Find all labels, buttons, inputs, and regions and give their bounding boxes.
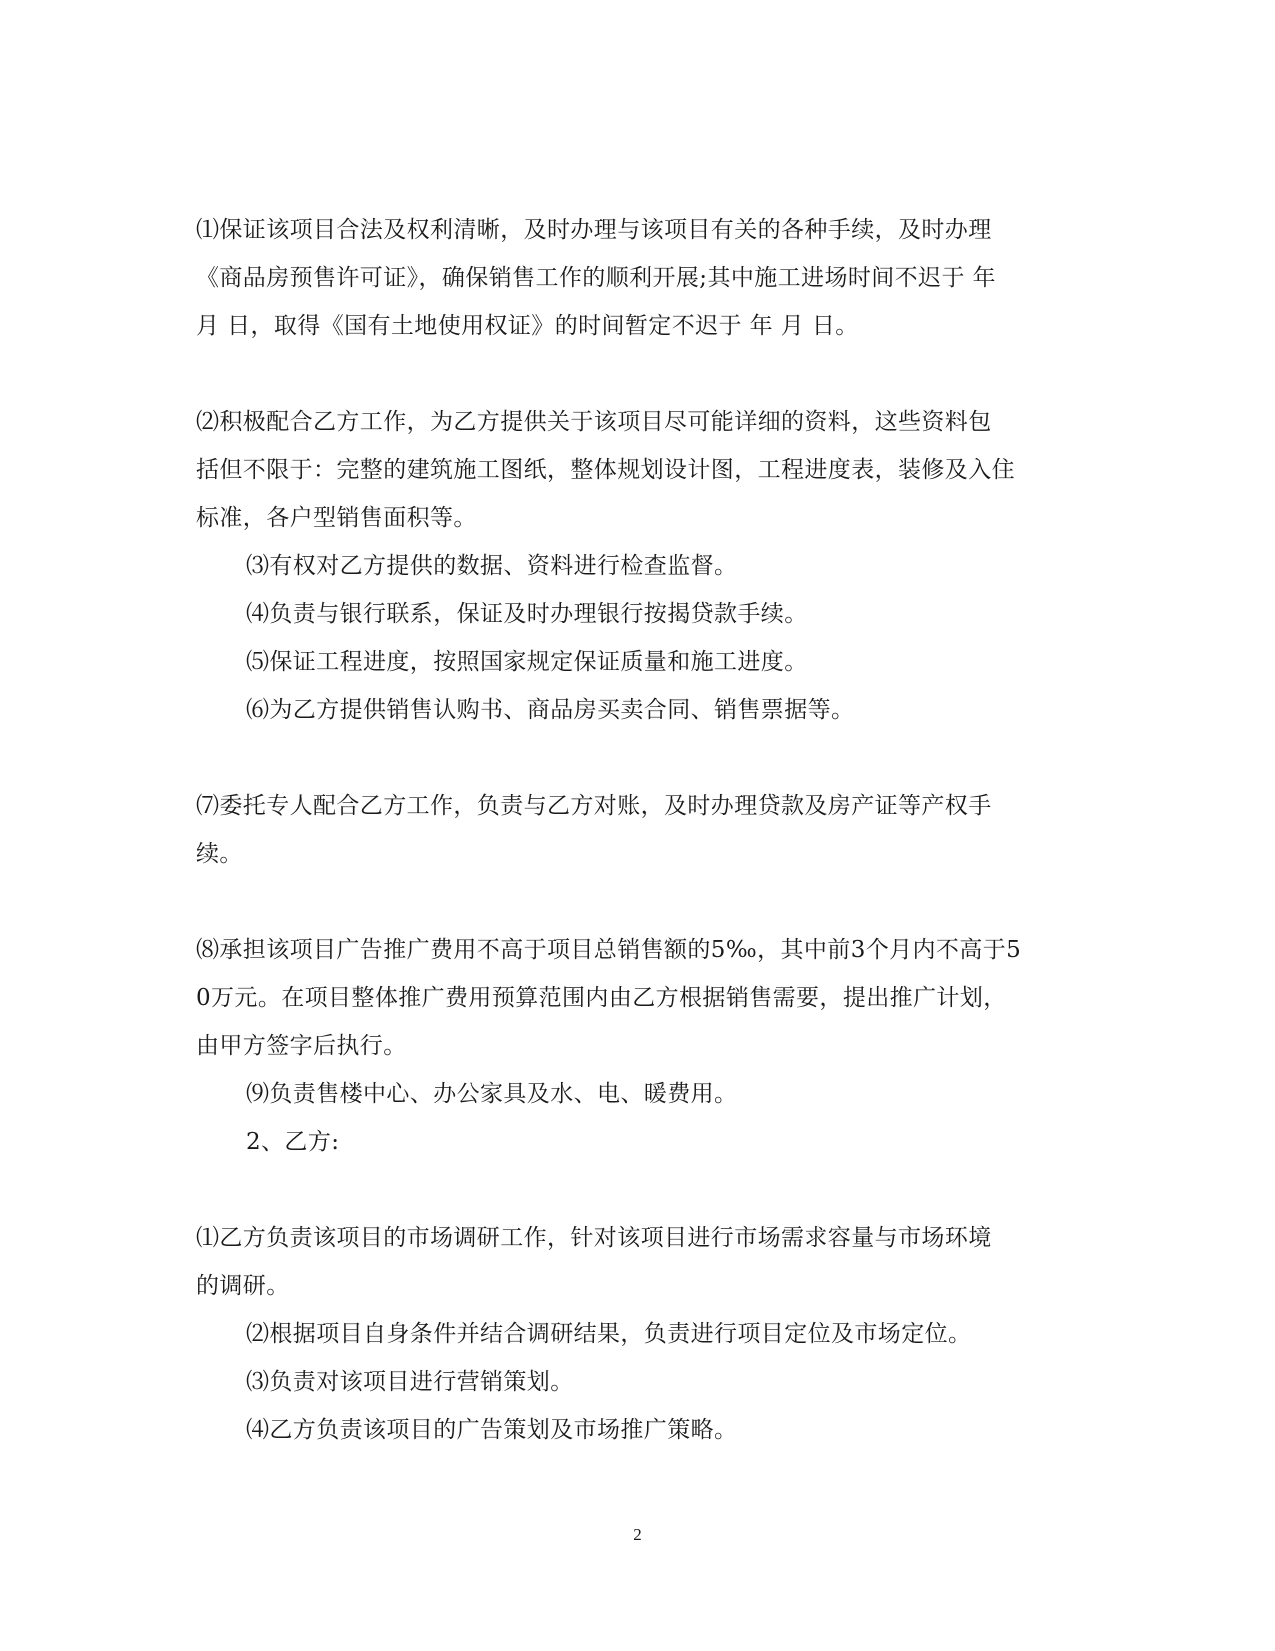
text-line: ⑴保证该项目合法及权利清晰，及时办理与该项目有关的各种手续，及时办理 xyxy=(196,217,992,243)
text-line: ⑻承担该项目广告推广费用不高于项目总销售额的5‰，其中前3个月内不高于5 xyxy=(196,937,1022,963)
text-line: ⑷负责与银行联系，保证及时办理银行按揭贷款手续。 xyxy=(246,601,808,627)
text-line: ⑹为乙方提供销售认购书、商品房买卖合同、销售票据等。 xyxy=(246,697,855,723)
text-line: 标准，各户型销售面积等。 xyxy=(196,505,477,531)
text-line: 由甲方签字后执行。 xyxy=(196,1033,407,1059)
text-line: ⑸保证工程进度，按照国家规定保证质量和施工进度。 xyxy=(246,649,808,675)
text-line: ⑶负责对该项目进行营销策划。 xyxy=(246,1369,574,1395)
text-line: 2、乙方: xyxy=(246,1129,340,1155)
text-line: ⑵积极配合乙方工作，为乙方提供关于该项目尽可能详细的资料，这些资料包 xyxy=(196,409,992,435)
text-line: 括但不限于：完整的建筑施工图纸，整体规划设计图，工程进度表，装修及入住 xyxy=(196,457,1015,483)
text-line: ⑶有权对乙方提供的数据、资料进行检查监督。 xyxy=(246,553,738,579)
text-line: ⑼负责售楼中心、办公家具及水、电、暖费用。 xyxy=(246,1081,738,1107)
text-line: 的调研。 xyxy=(196,1273,290,1299)
text-line: ⑵根据项目自身条件并结合调研结果，负责进行项目定位及市场定位。 xyxy=(246,1321,972,1347)
text-line: ⑷乙方负责该项目的广告策划及市场推广策略。 xyxy=(246,1417,738,1443)
page-number: 2 xyxy=(633,1525,642,1544)
text-line: 《商品房预售许可证》，确保销售工作的顺利开展;其中施工进场时间不迟于 年 xyxy=(196,265,996,291)
text-line: 0万元。在项目整体推广费用预算范围内由乙方根据销售需要，提出推广计划， xyxy=(196,985,1007,1011)
text-line: ⑺委托专人配合乙方工作，负责与乙方对账，及时办理贷款及房产证等产权手 xyxy=(196,793,992,819)
text-line: 续。 xyxy=(196,841,243,867)
text-line: ⑴乙方负责该项目的市场调研工作，针对该项目进行市场需求容量与市场环境 xyxy=(196,1225,992,1251)
text-line: 月 日，取得《国有土地使用权证》的时间暂定不迟于 年 月 日。 xyxy=(196,313,859,339)
